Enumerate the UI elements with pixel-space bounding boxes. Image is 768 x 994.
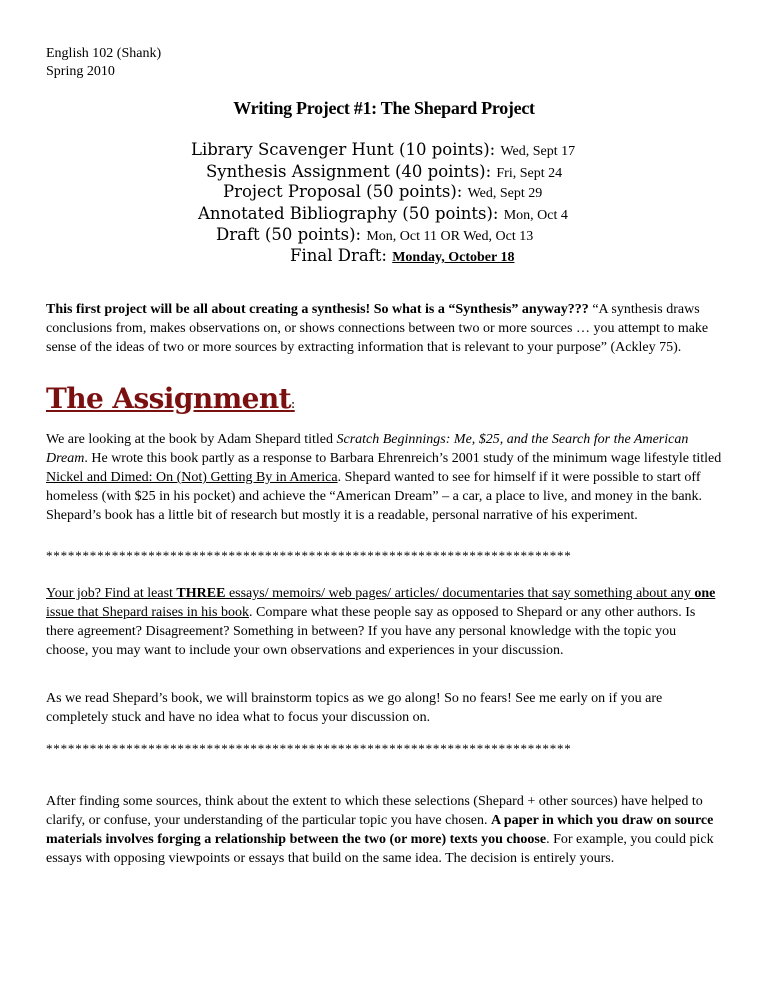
closing-bold: A paper in which you draw on source materials involves forging a relationship between the two (or more) texts you choose: [46, 813, 714, 847]
assignment-text: We are looking at the book by Adam Shepard titled: [46, 432, 337, 447]
course-header: [46, 45, 161, 81]
assignment-heading-text: The Assignment: [46, 382, 291, 415]
job-text: Your job? Find at least: [46, 586, 177, 601]
schedule-label: Final Draft:: [290, 246, 387, 265]
assignment-heading-colon: :: [290, 397, 295, 412]
job-three: THREE: [176, 586, 226, 601]
schedule-date: Monday, October 18: [392, 250, 515, 265]
job-text: . Compare what these people say as opposed to Shepard or any other authors. Is there agreement? Disagreement? Something in between? If you have any personal knowledge with the topic you choose, you may want to include your own observations and experiences in your discussion.: [46, 605, 696, 658]
assignment-text: . He wrote this book partly as a response to Barbara Ehrenreich’s 2001 study of the minimum wage lifestyle titled: [84, 451, 722, 466]
closing-paragraph: [46, 792, 722, 868]
assignment-text: . Shepard wanted to see for himself if it were possible to start off homeless (with $25 in his pocket) and achieve the “American Dream” – a car, a place to live, and money in the bank. Shepard’s book has a little bit of research but mostly it is a readable, personal narrative of his experiment.: [46, 470, 703, 523]
course-name: English 102 (Shank): [46, 46, 162, 61]
schedule-line-3: [223, 181, 542, 205]
schedule-date: Wed, Sept 29: [467, 186, 543, 201]
ehrenreich-title: Nickel and Dimed: On (Not) Getting By in America: [46, 470, 338, 485]
project-title-text: Writing Project #1: The Shepard Project: [233, 98, 535, 118]
divider-stars-2: ************************************************************************: [46, 741, 572, 756]
book-title: Scratch Beginnings: Me, $25, and the Search for the American Dream: [46, 432, 689, 466]
project-title: [0, 98, 768, 119]
divider-stars-1: ************************************************************************: [46, 548, 572, 563]
schedule-date: Fri, Sept 24: [496, 166, 563, 181]
assignment-heading: [46, 382, 295, 415]
schedule-label: Project Proposal (50 points):: [223, 182, 463, 201]
schedule-label: Library Scavenger Hunt (10 points):: [191, 140, 496, 159]
intro-quote: “A synthesis draws conclusions from, makes observations on, or shows connections between two or more sources … you attempt to make sense of the ideas of two or more sources by extracting information that is relevant to your purpose” (Ackley 75).: [46, 302, 709, 355]
schedule-date: Mon, Oct 11 OR Wed, Oct 13: [366, 229, 534, 244]
intro-bold: This first project will be all about creating a synthesis! So what is a “Synthesis” anyway???: [46, 302, 589, 317]
schedule-line-1: [191, 139, 575, 163]
job-one: one: [694, 586, 716, 601]
job-text: essays/ memoirs/ web pages/ articles/ documentaries that say something about any: [225, 586, 695, 601]
schedule-label: Synthesis Assignment (40 points):: [206, 162, 492, 181]
schedule-label: Draft (50 points):: [216, 225, 362, 244]
closing-text: . For example, you could pick essays with opposing viewpoints or essays that build on the same idea. The decision is entirely yours.: [46, 832, 714, 866]
brainstorm-paragraph: As we read Shepard’s book, we will brainstorm topics as we go along! So no fears! See me early on if you are completely stuck and have no idea what to focus your discussion on.: [46, 691, 663, 725]
job-paragraph: [46, 584, 722, 660]
schedule-line-6: [290, 245, 514, 269]
schedule-label: Annotated Bibliography (50 points):: [198, 204, 499, 223]
course-term: Spring 2010: [46, 64, 115, 79]
job-text: issue that Shepard raises in his book: [46, 605, 249, 620]
assignment-paragraph: [46, 430, 722, 525]
schedule-date: Mon, Oct 4: [503, 208, 568, 223]
schedule-date: Wed, Sept 17: [500, 144, 576, 159]
intro-paragraph: [46, 300, 722, 357]
closing-text: After finding some sources, think about the extent to which these selections (Shepard + other sources) have helped to clarify, or confuse, your understanding of the particular topic you have chosen.: [46, 794, 703, 828]
